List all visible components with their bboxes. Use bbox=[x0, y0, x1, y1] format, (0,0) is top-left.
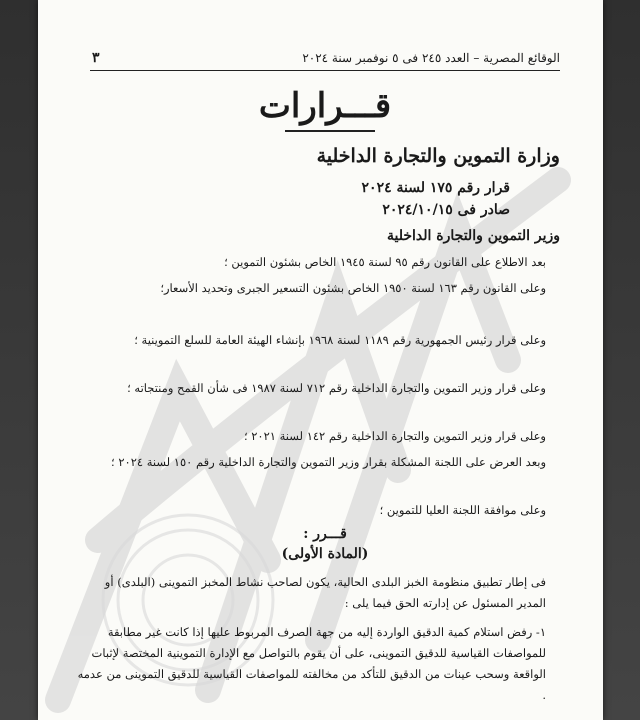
running-header-title: الوقائع المصرية – العدد ٢٤٥ فى ٥ نوفمبر سنة ٢٠٢٤ bbox=[302, 51, 560, 65]
preamble-paragraph: وعلى قرار وزير التموين والتجارة الداخلية رقم ٧١٢ لسنة ١٩٨٧ فى شأن القمح ومنتجاته ؛ bbox=[127, 381, 546, 395]
decree-number: قرار رقم ١٧٥ لسنة ٢٠٢٤ bbox=[361, 180, 510, 196]
page-number: ٣ bbox=[92, 50, 100, 66]
title-underline bbox=[285, 130, 375, 132]
preamble-paragraph: وعلى القانون رقم ١٦٣ لسنة ١٩٥٠ الخاص بشئون التسعير الجبرى وتحديد الأسعار؛ bbox=[160, 281, 546, 295]
article-paragraph: فى إطار تطبيق منظومة الخبز البلدى الحالية، يكون لصاحب نشاط المخبز التموينى (البلدى) أو المدير المسئول عن إدارته الحق فيما يلى : bbox=[104, 575, 546, 610]
gazette-page bbox=[38, 0, 603, 720]
section-title: قـــرارات bbox=[258, 86, 392, 126]
preamble-paragraph: وبعد العرض على اللجنة المشكلة بقرار وزير التموين والتجارة الداخلية رقم ١٥٠ لسنة ٢٠٢٤ ؛ bbox=[111, 455, 546, 469]
ministry-heading: وزارة التموين والتجارة الداخلية bbox=[316, 145, 560, 167]
preamble-paragraph: وعلى قرار وزير التموين والتجارة الداخلية رقم ١٤٢ لسنة ٢٠٢١ ؛ bbox=[243, 429, 546, 443]
decides-heading: قـــرر : bbox=[303, 526, 347, 542]
issued-date: صادر فى ٢٠٢٤/١٠/١٥ bbox=[382, 202, 510, 218]
preamble-paragraph: وعلى موافقة اللجنة العليا للتموين ؛ bbox=[379, 503, 546, 517]
minister-title: وزير التموين والتجارة الداخلية bbox=[387, 228, 560, 244]
preamble-paragraph: وعلى قرار رئيس الجمهورية رقم ١١٨٩ لسنة ١٩٦٨ بإنشاء الهيئة العامة للسلع التموينية ؛ bbox=[134, 333, 546, 347]
article-paragraph: ١- رفض استلام كمية الدقيق الواردة إليه من جهة الصرف المربوط عليها إذا كانت غير مطابقة للمواصفات القياسية للدقيق التموينى، على أن يقوم بالتواصل مع الإدارة التموينية المختصة لإثبات الواقعة وسحب عينات من الدقيق للتأكد من مخالفته للمواصفات القياسية للدقيق التموينى من عدمه . bbox=[77, 625, 546, 702]
running-header bbox=[90, 46, 560, 71]
article-title: (المادة الأولى) bbox=[281, 546, 369, 562]
preamble-paragraph: بعد الاطلاع على القانون رقم ٩٥ لسنة ١٩٤٥ الخاص بشئون التموين ؛ bbox=[224, 255, 546, 269]
